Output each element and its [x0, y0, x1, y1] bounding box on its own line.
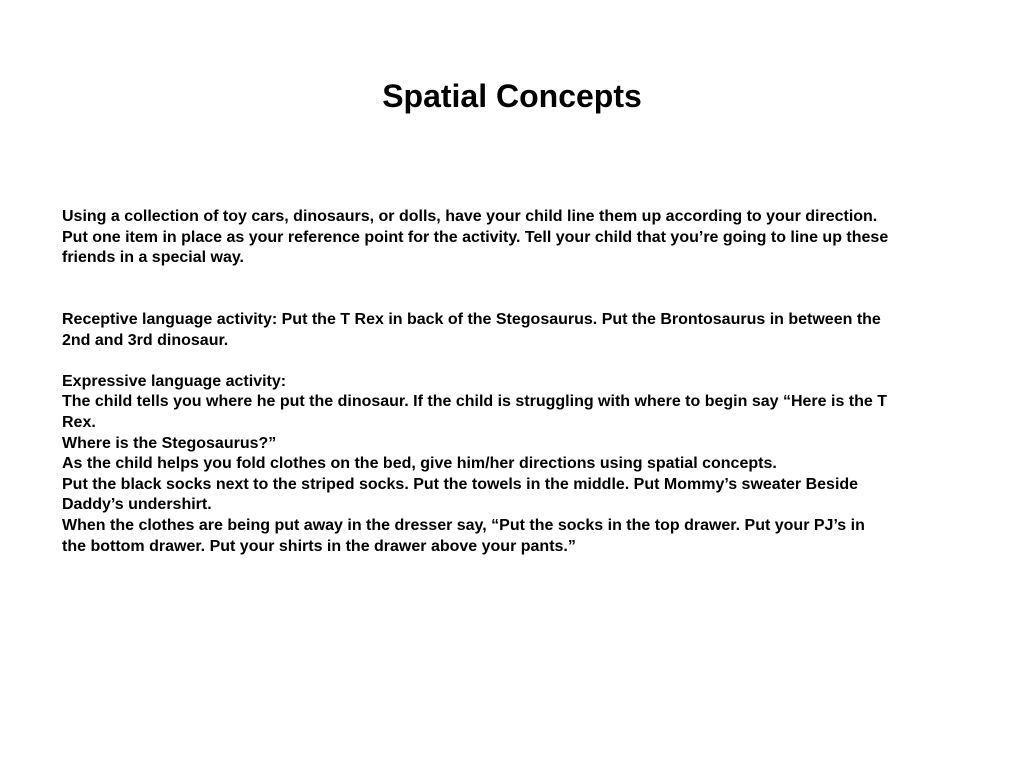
expressive-line: As the child helps you fold clothes on the bed, give him/her directions using spatial concepts.: [62, 455, 777, 473]
expressive-line: Put the black socks next to the striped socks. Put the towels in the middle. Put Mommy’s sweater Beside Daddy’s undershirt.: [62, 475, 859, 514]
intro-paragraph-block: [62, 207, 892, 269]
paragraph-spacer: [62, 351, 892, 372]
slide-title: Spatial Concepts: [382, 78, 642, 114]
intro-paragraph: Using a collection of toy cars, dinosaurs, or dolls, have your child line them up according to your direction. Put one item in place as your reference point for the activity. Tell your child that you’re going to line up these friends in a special way.: [62, 208, 889, 267]
expressive-line: Where is the Stegosaurus?”: [62, 434, 277, 452]
expressive-line: When the clothes are being put away in the dresser say, “Put the socks in the top drawer. Put your PJ’s in the bottom drawer. Put your shirts in the drawer above your pants.”: [62, 516, 865, 555]
expressive-activity-heading: Expressive language activity:: [62, 372, 287, 390]
receptive-activity-paragraph: Receptive language activity: Put the T Rex in back of the Stegosaurus. Put the Brontosaurus in between the 2nd and 3rd dinosaur.: [62, 311, 881, 349]
activities-block: [62, 310, 892, 557]
expressive-line: The child tells you where he put the dinosaur. If the child is struggling with where to begin say “Here is the T Rex.: [62, 393, 888, 431]
